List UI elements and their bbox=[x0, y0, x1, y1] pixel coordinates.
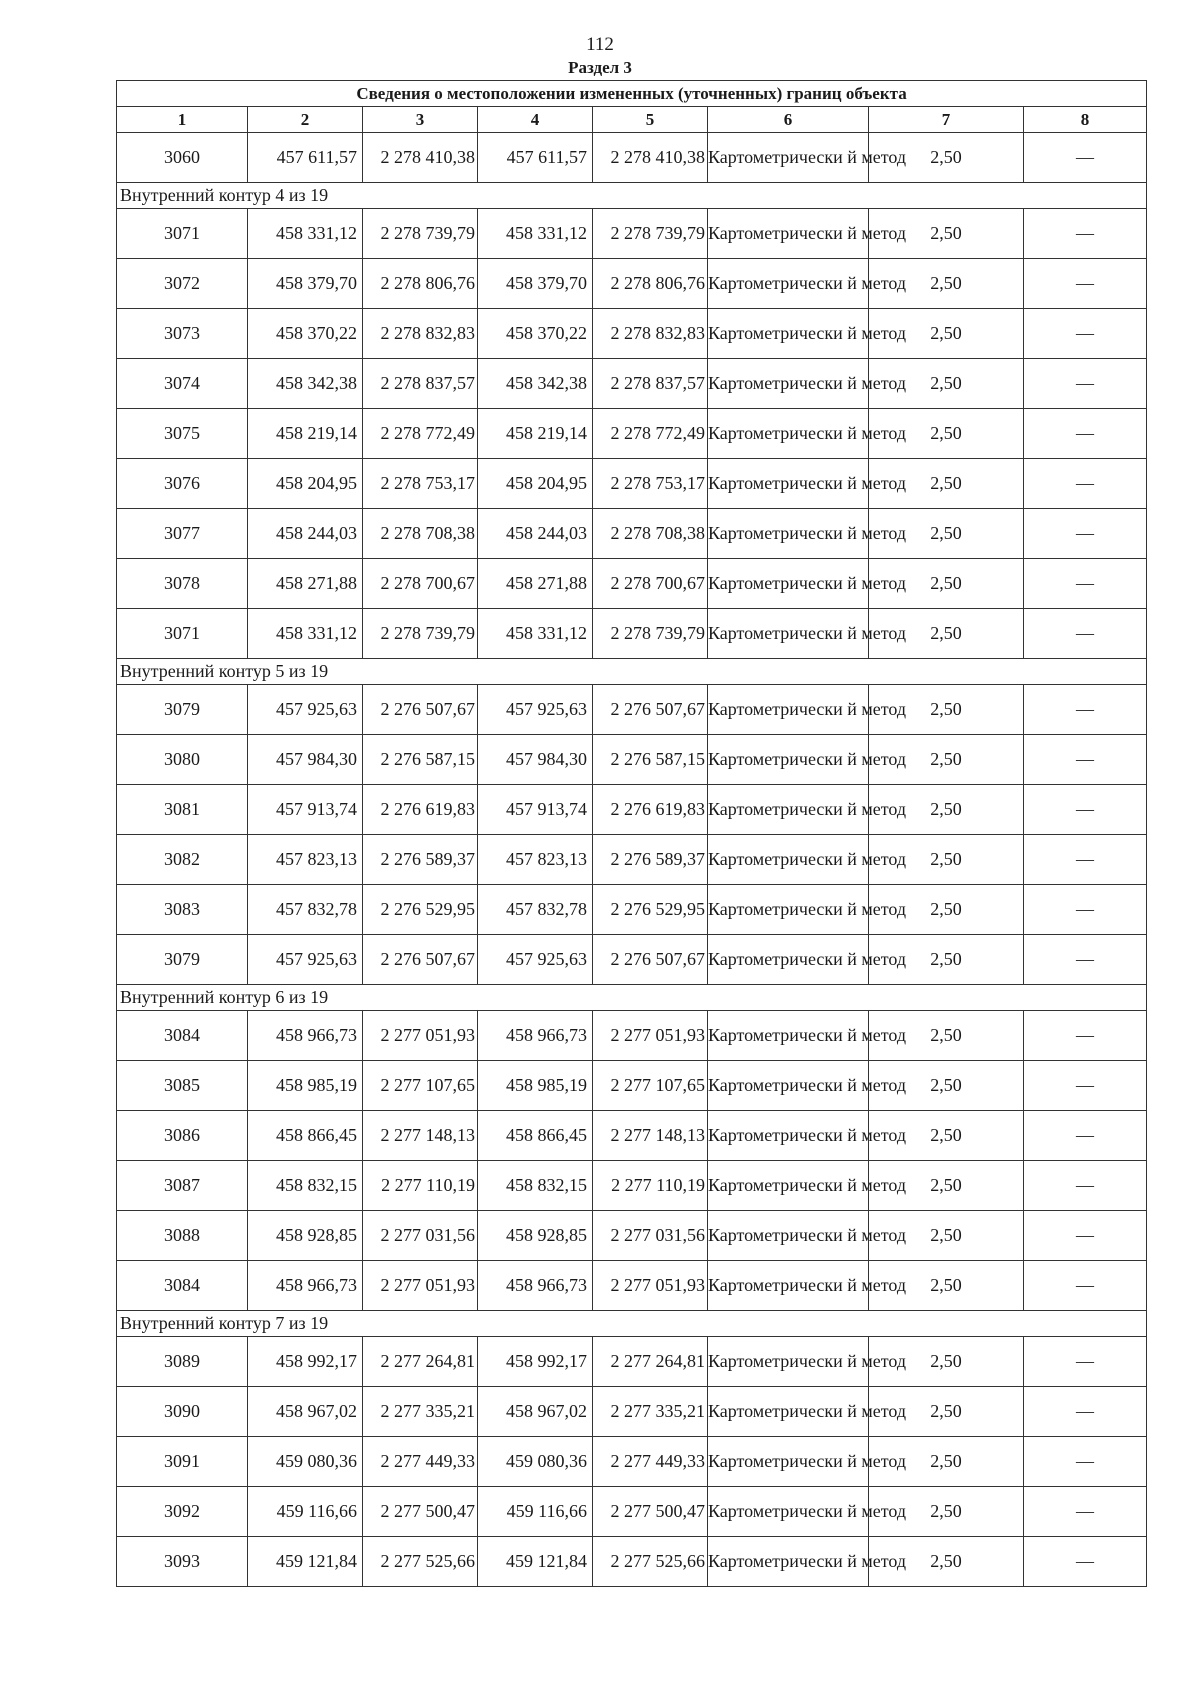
contour-header-row bbox=[117, 183, 1147, 209]
y-new-cell: 2 277 525,66 bbox=[593, 1537, 708, 1587]
y-new-cell: 2 278 739,79 bbox=[593, 209, 708, 259]
description-cell: — bbox=[1024, 1061, 1147, 1111]
x-existing-cell: 459 080,36 bbox=[248, 1437, 363, 1487]
table-row bbox=[117, 685, 1147, 735]
x-existing-cell: 458 271,88 bbox=[248, 559, 363, 609]
contour-header-row bbox=[117, 1311, 1147, 1337]
x-existing-cell: 458 219,14 bbox=[248, 409, 363, 459]
column-number: 5 bbox=[593, 107, 708, 133]
y-new-cell: 2 276 589,37 bbox=[593, 835, 708, 885]
method-cell: Картометрически й метод bbox=[708, 1211, 869, 1261]
column-number: 7 bbox=[869, 107, 1024, 133]
x-new-cell: 457 925,63 bbox=[478, 685, 593, 735]
y-existing-cell: 2 277 525,66 bbox=[363, 1537, 478, 1587]
point-number-cell: 3083 bbox=[117, 885, 248, 935]
point-number-cell: 3091 bbox=[117, 1437, 248, 1487]
y-new-cell: 2 277 031,56 bbox=[593, 1211, 708, 1261]
y-new-cell: 2 278 700,67 bbox=[593, 559, 708, 609]
method-cell: Картометрически й метод bbox=[708, 1161, 869, 1211]
table-row bbox=[117, 309, 1147, 359]
method-cell: Картометрически й метод bbox=[708, 259, 869, 309]
point-number-cell: 3084 bbox=[117, 1011, 248, 1061]
y-existing-cell: 2 277 264,81 bbox=[363, 1337, 478, 1387]
x-new-cell: 459 116,66 bbox=[478, 1487, 593, 1537]
table-row bbox=[117, 559, 1147, 609]
method-cell: Картометрически й метод bbox=[708, 209, 869, 259]
point-number-cell: 3089 bbox=[117, 1337, 248, 1387]
description-cell: — bbox=[1024, 1111, 1147, 1161]
accuracy-cell: 2,50 bbox=[869, 359, 1024, 409]
contour-label: Внутренний контур 4 из 19 bbox=[117, 183, 1147, 209]
y-existing-cell: 2 277 449,33 bbox=[363, 1437, 478, 1487]
y-existing-cell: 2 278 708,38 bbox=[363, 509, 478, 559]
x-new-cell: 458 928,85 bbox=[478, 1211, 593, 1261]
method-cell: Картометрически й метод bbox=[708, 1261, 869, 1311]
point-number-cell: 3071 bbox=[117, 209, 248, 259]
table-row bbox=[117, 1061, 1147, 1111]
x-existing-cell: 457 832,78 bbox=[248, 885, 363, 935]
y-new-cell: 2 276 587,15 bbox=[593, 735, 708, 785]
y-existing-cell: 2 278 832,83 bbox=[363, 309, 478, 359]
description-cell: — bbox=[1024, 735, 1147, 785]
x-existing-cell: 457 984,30 bbox=[248, 735, 363, 785]
y-new-cell: 2 277 500,47 bbox=[593, 1487, 708, 1537]
y-existing-cell: 2 276 529,95 bbox=[363, 885, 478, 935]
y-existing-cell: 2 278 739,79 bbox=[363, 609, 478, 659]
y-existing-cell: 2 276 507,67 bbox=[363, 935, 478, 985]
method-cell: Картометрически й метод bbox=[708, 409, 869, 459]
table-row bbox=[117, 785, 1147, 835]
x-new-cell: 458 331,12 bbox=[478, 609, 593, 659]
x-new-cell: 458 832,15 bbox=[478, 1161, 593, 1211]
x-new-cell: 458 271,88 bbox=[478, 559, 593, 609]
x-new-cell: 458 379,70 bbox=[478, 259, 593, 309]
description-cell: — bbox=[1024, 885, 1147, 935]
y-new-cell: 2 277 335,21 bbox=[593, 1387, 708, 1437]
x-existing-cell: 458 985,19 bbox=[248, 1061, 363, 1111]
description-cell: — bbox=[1024, 1261, 1147, 1311]
y-existing-cell: 2 276 589,37 bbox=[363, 835, 478, 885]
table-row bbox=[117, 1111, 1147, 1161]
description-cell: — bbox=[1024, 1437, 1147, 1487]
x-existing-cell: 458 966,73 bbox=[248, 1011, 363, 1061]
y-existing-cell: 2 278 700,67 bbox=[363, 559, 478, 609]
description-cell: — bbox=[1024, 1337, 1147, 1387]
x-existing-cell: 458 244,03 bbox=[248, 509, 363, 559]
y-existing-cell: 2 278 772,49 bbox=[363, 409, 478, 459]
accuracy-cell: 2,50 bbox=[869, 1211, 1024, 1261]
description-cell: — bbox=[1024, 409, 1147, 459]
x-new-cell: 458 204,95 bbox=[478, 459, 593, 509]
x-existing-cell: 458 204,95 bbox=[248, 459, 363, 509]
column-number: 1 bbox=[117, 107, 248, 133]
point-number-cell: 3085 bbox=[117, 1061, 248, 1111]
description-cell: — bbox=[1024, 835, 1147, 885]
y-new-cell: 2 276 507,67 bbox=[593, 935, 708, 985]
x-existing-cell: 458 928,85 bbox=[248, 1211, 363, 1261]
description-cell: — bbox=[1024, 509, 1147, 559]
accuracy-cell: 2,50 bbox=[869, 1537, 1024, 1587]
y-existing-cell: 2 277 335,21 bbox=[363, 1387, 478, 1437]
accuracy-cell: 2,50 bbox=[869, 409, 1024, 459]
y-new-cell: 2 277 107,65 bbox=[593, 1061, 708, 1111]
y-existing-cell: 2 277 500,47 bbox=[363, 1487, 478, 1537]
page-number: 112 bbox=[586, 34, 614, 55]
point-number-cell: 3088 bbox=[117, 1211, 248, 1261]
description-cell: — bbox=[1024, 309, 1147, 359]
contour-header-row bbox=[117, 985, 1147, 1011]
point-number-cell: 3073 bbox=[117, 309, 248, 359]
y-new-cell: 2 278 753,17 bbox=[593, 459, 708, 509]
point-number-cell: 3090 bbox=[117, 1387, 248, 1437]
table-row bbox=[117, 133, 1147, 183]
point-number-cell: 3092 bbox=[117, 1487, 248, 1537]
accuracy-cell: 2,50 bbox=[869, 1337, 1024, 1387]
column-number-row bbox=[117, 107, 1147, 133]
method-cell: Картометрически й метод bbox=[708, 685, 869, 735]
x-new-cell: 457 611,57 bbox=[478, 133, 593, 183]
point-number-cell: 3079 bbox=[117, 935, 248, 985]
table-row bbox=[117, 459, 1147, 509]
y-new-cell: 2 278 739,79 bbox=[593, 609, 708, 659]
accuracy-cell: 2,50 bbox=[869, 935, 1024, 985]
table-row bbox=[117, 1487, 1147, 1537]
x-new-cell: 458 967,02 bbox=[478, 1387, 593, 1437]
y-new-cell: 2 278 708,38 bbox=[593, 509, 708, 559]
description-cell: — bbox=[1024, 1537, 1147, 1587]
point-number-cell: 3093 bbox=[117, 1537, 248, 1587]
x-existing-cell: 457 925,63 bbox=[248, 685, 363, 735]
method-cell: Картометрически й метод bbox=[708, 1011, 869, 1061]
accuracy-cell: 2,50 bbox=[869, 1011, 1024, 1061]
table-row bbox=[117, 935, 1147, 985]
x-existing-cell: 458 966,73 bbox=[248, 1261, 363, 1311]
accuracy-cell: 2,50 bbox=[869, 1387, 1024, 1437]
y-existing-cell: 2 278 837,57 bbox=[363, 359, 478, 409]
description-cell: — bbox=[1024, 609, 1147, 659]
column-number: 8 bbox=[1024, 107, 1147, 133]
point-number-cell: 3077 bbox=[117, 509, 248, 559]
method-cell: Картометрически й метод bbox=[708, 459, 869, 509]
accuracy-cell: 2,50 bbox=[869, 1111, 1024, 1161]
y-existing-cell: 2 277 148,13 bbox=[363, 1111, 478, 1161]
point-number-cell: 3071 bbox=[117, 609, 248, 659]
description-cell: — bbox=[1024, 1161, 1147, 1211]
description-cell: — bbox=[1024, 785, 1147, 835]
x-existing-cell: 457 925,63 bbox=[248, 935, 363, 985]
y-existing-cell: 2 277 107,65 bbox=[363, 1061, 478, 1111]
x-new-cell: 457 984,30 bbox=[478, 735, 593, 785]
accuracy-cell: 2,50 bbox=[869, 309, 1024, 359]
table-row bbox=[117, 409, 1147, 459]
description-cell: — bbox=[1024, 133, 1147, 183]
description-cell: — bbox=[1024, 459, 1147, 509]
x-new-cell: 458 866,45 bbox=[478, 1111, 593, 1161]
column-number: 2 bbox=[248, 107, 363, 133]
x-existing-cell: 457 611,57 bbox=[248, 133, 363, 183]
point-number-cell: 3078 bbox=[117, 559, 248, 609]
description-cell: — bbox=[1024, 1487, 1147, 1537]
accuracy-cell: 2,50 bbox=[869, 259, 1024, 309]
y-existing-cell: 2 277 110,19 bbox=[363, 1161, 478, 1211]
point-number-cell: 3072 bbox=[117, 259, 248, 309]
table-row bbox=[117, 1387, 1147, 1437]
accuracy-cell: 2,50 bbox=[869, 685, 1024, 735]
y-new-cell: 2 276 619,83 bbox=[593, 785, 708, 835]
accuracy-cell: 2,50 bbox=[869, 1437, 1024, 1487]
x-new-cell: 458 244,03 bbox=[478, 509, 593, 559]
point-number-cell: 3081 bbox=[117, 785, 248, 835]
x-new-cell: 458 966,73 bbox=[478, 1261, 593, 1311]
method-cell: Картометрически й метод bbox=[708, 1061, 869, 1111]
table-row bbox=[117, 735, 1147, 785]
y-new-cell: 2 278 837,57 bbox=[593, 359, 708, 409]
table-row bbox=[117, 1211, 1147, 1261]
y-existing-cell: 2 278 739,79 bbox=[363, 209, 478, 259]
method-cell: Картометрически й метод bbox=[708, 1487, 869, 1537]
contour-label: Внутренний контур 7 из 19 bbox=[117, 1311, 1147, 1337]
accuracy-cell: 2,50 bbox=[869, 735, 1024, 785]
y-existing-cell: 2 276 507,67 bbox=[363, 685, 478, 735]
table-row bbox=[117, 259, 1147, 309]
x-existing-cell: 458 992,17 bbox=[248, 1337, 363, 1387]
y-new-cell: 2 277 051,93 bbox=[593, 1261, 708, 1311]
accuracy-cell: 2,50 bbox=[869, 835, 1024, 885]
table-row bbox=[117, 609, 1147, 659]
accuracy-cell: 2,50 bbox=[869, 885, 1024, 935]
column-number: 3 bbox=[363, 107, 478, 133]
method-cell: Картометрически й метод bbox=[708, 509, 869, 559]
x-existing-cell: 459 116,66 bbox=[248, 1487, 363, 1537]
x-new-cell: 458 331,12 bbox=[478, 209, 593, 259]
point-number-cell: 3082 bbox=[117, 835, 248, 885]
table-row bbox=[117, 1261, 1147, 1311]
table-row bbox=[117, 1161, 1147, 1211]
method-cell: Картометрически й метод bbox=[708, 1437, 869, 1487]
x-new-cell: 458 985,19 bbox=[478, 1061, 593, 1111]
table-row bbox=[117, 1537, 1147, 1587]
description-cell: — bbox=[1024, 359, 1147, 409]
accuracy-cell: 2,50 bbox=[869, 1061, 1024, 1111]
x-existing-cell: 457 823,13 bbox=[248, 835, 363, 885]
y-existing-cell: 2 276 587,15 bbox=[363, 735, 478, 785]
y-existing-cell: 2 277 051,93 bbox=[363, 1261, 478, 1311]
x-existing-cell: 458 370,22 bbox=[248, 309, 363, 359]
x-new-cell: 458 992,17 bbox=[478, 1337, 593, 1387]
x-new-cell: 457 823,13 bbox=[478, 835, 593, 885]
method-cell: Картометрически й метод bbox=[708, 835, 869, 885]
x-new-cell: 458 342,38 bbox=[478, 359, 593, 409]
y-existing-cell: 2 277 051,93 bbox=[363, 1011, 478, 1061]
point-number-cell: 3079 bbox=[117, 685, 248, 735]
column-number: 6 bbox=[708, 107, 869, 133]
table-row bbox=[117, 1011, 1147, 1061]
accuracy-cell: 2,50 bbox=[869, 785, 1024, 835]
description-cell: — bbox=[1024, 559, 1147, 609]
point-number-cell: 3075 bbox=[117, 409, 248, 459]
method-cell: Картометрически й метод bbox=[708, 1111, 869, 1161]
point-number-cell: 3076 bbox=[117, 459, 248, 509]
point-number-cell: 3087 bbox=[117, 1161, 248, 1211]
table-row bbox=[117, 509, 1147, 559]
x-existing-cell: 458 331,12 bbox=[248, 609, 363, 659]
method-cell: Картометрически й метод bbox=[708, 1387, 869, 1437]
description-cell: — bbox=[1024, 209, 1147, 259]
description-cell: — bbox=[1024, 1211, 1147, 1261]
x-existing-cell: 459 121,84 bbox=[248, 1537, 363, 1587]
method-cell: Картометрически й метод bbox=[708, 559, 869, 609]
description-cell: — bbox=[1024, 259, 1147, 309]
y-existing-cell: 2 276 619,83 bbox=[363, 785, 478, 835]
x-existing-cell: 458 832,15 bbox=[248, 1161, 363, 1211]
x-existing-cell: 458 866,45 bbox=[248, 1111, 363, 1161]
x-new-cell: 458 370,22 bbox=[478, 309, 593, 359]
y-new-cell: 2 277 051,93 bbox=[593, 1011, 708, 1061]
y-new-cell: 2 277 264,81 bbox=[593, 1337, 708, 1387]
method-cell: Картометрически й метод bbox=[708, 1537, 869, 1587]
y-existing-cell: 2 278 753,17 bbox=[363, 459, 478, 509]
point-number-cell: 3086 bbox=[117, 1111, 248, 1161]
point-number-cell: 3060 bbox=[117, 133, 248, 183]
y-new-cell: 2 276 529,95 bbox=[593, 885, 708, 935]
y-new-cell: 2 276 507,67 bbox=[593, 685, 708, 735]
method-cell: Картометрически й метод bbox=[708, 309, 869, 359]
accuracy-cell: 2,50 bbox=[869, 1487, 1024, 1537]
accuracy-cell: 2,50 bbox=[869, 1261, 1024, 1311]
x-existing-cell: 458 967,02 bbox=[248, 1387, 363, 1437]
column-number: 4 bbox=[478, 107, 593, 133]
description-cell: — bbox=[1024, 935, 1147, 985]
table-caption: Сведения о местоположении измененных (уточненных) границ объекта bbox=[117, 81, 1147, 107]
table-row bbox=[117, 1337, 1147, 1387]
y-existing-cell: 2 278 806,76 bbox=[363, 259, 478, 309]
accuracy-cell: 2,50 bbox=[869, 133, 1024, 183]
y-new-cell: 2 277 110,19 bbox=[593, 1161, 708, 1211]
x-existing-cell: 458 331,12 bbox=[248, 209, 363, 259]
point-number-cell: 3080 bbox=[117, 735, 248, 785]
method-cell: Картометрически й метод bbox=[708, 359, 869, 409]
method-cell: Картометрически й метод bbox=[708, 1337, 869, 1387]
contour-label: Внутренний контур 6 из 19 bbox=[117, 985, 1147, 1011]
table-row bbox=[117, 885, 1147, 935]
point-number-cell: 3084 bbox=[117, 1261, 248, 1311]
y-existing-cell: 2 277 031,56 bbox=[363, 1211, 478, 1261]
y-new-cell: 2 277 148,13 bbox=[593, 1111, 708, 1161]
accuracy-cell: 2,50 bbox=[869, 509, 1024, 559]
x-new-cell: 459 080,36 bbox=[478, 1437, 593, 1487]
x-existing-cell: 458 379,70 bbox=[248, 259, 363, 309]
x-existing-cell: 457 913,74 bbox=[248, 785, 363, 835]
y-existing-cell: 2 278 410,38 bbox=[363, 133, 478, 183]
table-row bbox=[117, 1437, 1147, 1487]
section-title: Раздел 3 bbox=[568, 58, 632, 77]
coordinates-table bbox=[116, 80, 1147, 1587]
method-cell: Картометрически й метод bbox=[708, 935, 869, 985]
x-new-cell: 459 121,84 bbox=[478, 1537, 593, 1587]
table-caption-row bbox=[117, 81, 1147, 107]
contour-label: Внутренний контур 5 из 19 bbox=[117, 659, 1147, 685]
description-cell: — bbox=[1024, 685, 1147, 735]
accuracy-cell: 2,50 bbox=[869, 609, 1024, 659]
method-cell: Картометрически й метод bbox=[708, 133, 869, 183]
method-cell: Картометрически й метод bbox=[708, 785, 869, 835]
x-new-cell: 457 913,74 bbox=[478, 785, 593, 835]
y-new-cell: 2 278 806,76 bbox=[593, 259, 708, 309]
x-new-cell: 458 219,14 bbox=[478, 409, 593, 459]
y-new-cell: 2 278 772,49 bbox=[593, 409, 708, 459]
table-row bbox=[117, 835, 1147, 885]
table-row bbox=[117, 209, 1147, 259]
description-cell: — bbox=[1024, 1011, 1147, 1061]
accuracy-cell: 2,50 bbox=[869, 459, 1024, 509]
y-new-cell: 2 278 410,38 bbox=[593, 133, 708, 183]
accuracy-cell: 2,50 bbox=[869, 559, 1024, 609]
x-existing-cell: 458 342,38 bbox=[248, 359, 363, 409]
method-cell: Картометрически й метод bbox=[708, 735, 869, 785]
y-new-cell: 2 277 449,33 bbox=[593, 1437, 708, 1487]
x-new-cell: 458 966,73 bbox=[478, 1011, 593, 1061]
method-cell: Картометрически й метод bbox=[708, 609, 869, 659]
contour-header-row bbox=[117, 659, 1147, 685]
x-new-cell: 457 832,78 bbox=[478, 885, 593, 935]
accuracy-cell: 2,50 bbox=[869, 1161, 1024, 1211]
table-row bbox=[117, 359, 1147, 409]
x-new-cell: 457 925,63 bbox=[478, 935, 593, 985]
accuracy-cell: 2,50 bbox=[869, 209, 1024, 259]
y-new-cell: 2 278 832,83 bbox=[593, 309, 708, 359]
point-number-cell: 3074 bbox=[117, 359, 248, 409]
description-cell: — bbox=[1024, 1387, 1147, 1437]
method-cell: Картометрически й метод bbox=[708, 885, 869, 935]
